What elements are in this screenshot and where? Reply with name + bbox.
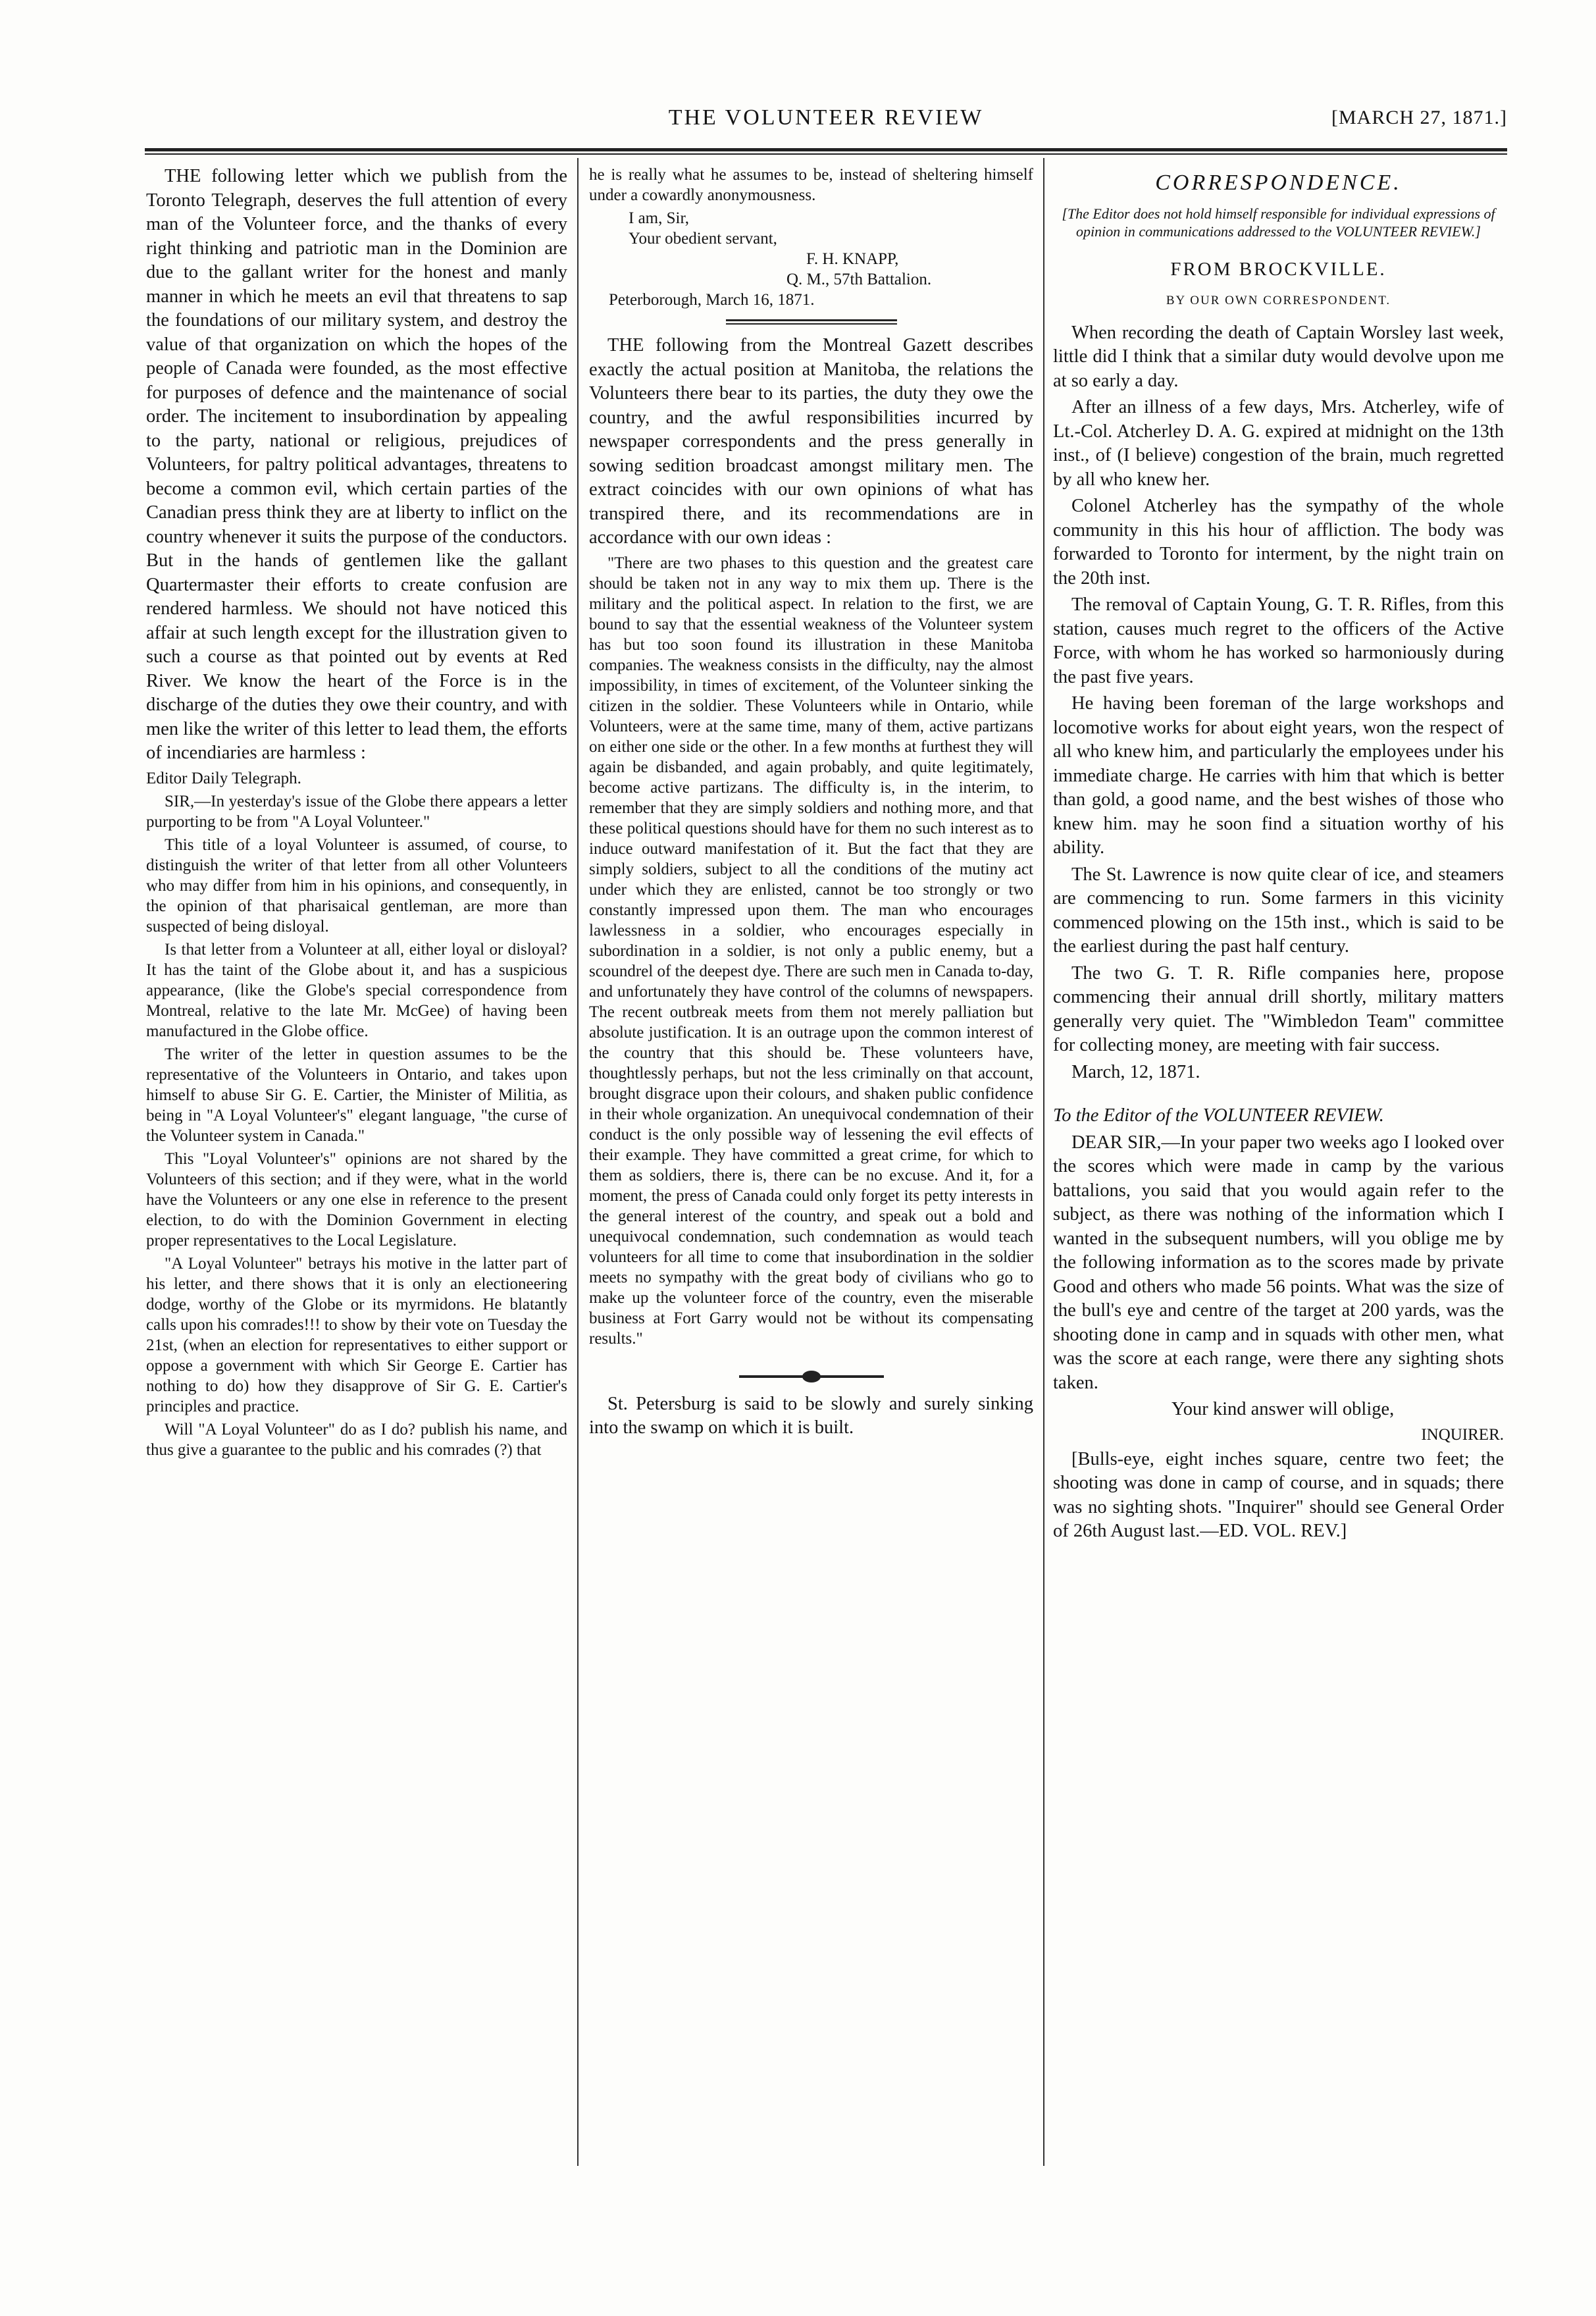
news-item: St. Petersburg is said to be slowly and surely sinking into the swamp on which it is built. [589, 1393, 1033, 1438]
letter-paragraph: This "Loyal Volunteer's" opinions are not shared by the Volunteers of this section; and if they were, what in the world have the Volunteers or any one else in reference to the present election, to do with the Dominion Government in electing proper representatives to the Local Legislature. [146, 1149, 567, 1250]
header-rule [145, 148, 1507, 155]
correspondence-date: March, 12, 1871. [1071, 1061, 1200, 1082]
signature-name: F. H. KNAPP, [806, 250, 899, 268]
column-divider [1043, 158, 1044, 2166]
letter-paragraph: DEAR SIR,—In your paper two weeks ago I looked over the scores which were made in camp by the various battalions, you said that you would again refer to the subject, as there was nothing of the information which I wanted in the subsequent numbers, will you oblige me by the following information as to the scores made by private Good and others who made 56 points. What was the size of the bull's eye and centre of the target at 200 yards, was the shooting done in camp and in squads with other men, what was the score at each range, were there any sighting shots taken. [1053, 1132, 1504, 1393]
letter-paragraph: SIR,—In yesterday's issue of the Globe there appears a letter purporting to be from "A Loyal Volunteer." [146, 792, 567, 831]
section-rule [726, 319, 897, 325]
page-header [145, 105, 1507, 145]
byline: BY OUR OWN CORRESPONDENT. [1166, 294, 1391, 307]
editor-disclaimer: [The Editor does not hold himself responsible for individual expressions of opinion in communications addressed to the VOLUNTEER REVIEW.] [1062, 205, 1495, 240]
editorial-paragraph: THE following letter which we publish from the Toronto Telegraph, deserves the full attention of every man of the Volunteer force, and the thanks of every right thinking and patriotic man in the Dominion are due to the gallant writer for the honest and manly manner in which he meets an evil that threatens to sap the foundations of our military system, and destroy the value of that organization on which the hopes of the people of Canada were founded, as the most effective for purposes of defence and the maintenance of social order. The incitement to insubordination by appealing to the party, national or religious, prejudices of Volunteers, for paltry political advantages, threatens to become a common evil, which certain parties of the Canadian press think they are at liberty to inflict on the country whenever it suits the purpose of the conductors. But in the hands of gentlemen like the gallant Quartermaster their efforts to create confusion are rendered harmless. We should not have noticed this affair at such length except for the illustration given to such a course as that pointed out by events at Red River. We know the heart of the Force is in the discharge of the duties they owe their country, and with men like the writer of this letter to lead them, the efforts of incendiaries are harmless : [146, 166, 567, 763]
correspondence-paragraph: The removal of Captain Young, G. T. R. Rifles, from this station, causes much regret to the officers of the Active Force, with whom he has worked so harmoniously during the past five years. [1053, 594, 1504, 687]
issue-date: [MARCH 27, 1871.] [1331, 107, 1507, 128]
column-one [146, 165, 567, 2166]
column-three [1053, 165, 1504, 2166]
letter-paragraph: "A Loyal Volunteer" betrays his motive in the latter part of his letter, and there shows that it is only an electioneering dodge, worthy of the Globe or its myrmidons. He blatantly calls upon his comrades!!! to show by their vote on Tuesday the 21st, (when an election for representatives to either support or oppose a government with which Sir George E. Cartier has nothing to do) how they disapprove of Sir G. E. Cartier's principles and practice. [146, 1254, 567, 1415]
dateline-title: FROM BROCKVILLE. [1170, 258, 1387, 280]
letter-paragraph: he is really what he assumes to be, instead of sheltering himself under a cowardly anonymousness. [589, 166, 1033, 204]
letter-signer: INQUIRER. [1421, 1425, 1504, 1444]
editor-reply: [Bulls-eye, eight inches square, centre two feet; the shooting was done in camp of course, and in squads; there was no sighting shots. "Inquirer" should see General Order of 26th August last.—ED. VOL. REV.] [1053, 1448, 1504, 1541]
letter-paragraph: The writer of the letter in question assumes to be the representative of the Volunteers in Ontario, and takes upon himself to abuse Sir G. E. Cartier, the Minister of Militia, as being in "A Loyal Volunteer's" elegant language, "the curse of the Volunteer system in Canada." [146, 1045, 567, 1145]
section-rule [739, 1375, 884, 1378]
signature-line: Your obedient servant, [629, 230, 777, 248]
letter-paragraph: Is that letter from a Volunteer at all, either loyal or disloyal? It has the taint of the Globe about it, and has a suspicious appearance, (like the Globe's special correspondence from Montreal, relative to the late Mr. McGee) of having been manufactured in the Globe office. [146, 940, 567, 1040]
letter-paragraph: This title of a loyal Volunteer is assumed, of course, to distinguish the writer of that letter from all other Volunteers who may differ from him in his opinions, and consequently, in the opinion of that pharisaical gentleman, are more than suspected of being disloyal. [146, 835, 567, 935]
column-divider [577, 158, 579, 2166]
column-two [589, 165, 1033, 2166]
letter-addressee: Editor Daily Telegraph. [146, 769, 301, 787]
editorial-paragraph: THE following from the Montreal Gazett describes exactly the actual position at Manitoba, the relations the Volunteers there bear to its parties, the duty they owe the country, and the awful responsibilities incurred by newspaper correspondents and the press generally in sowing sedition broadcast amongst military men. The extract coincides with our own opinions of what has transpired there, and its recommendations are in accordance with our own ideas : [589, 335, 1033, 548]
correspondence-paragraph: He having been foreman of the large workshops and locomotive works for about eight years, won the respect of all who knew him, and particularly the employees under his immediate charge. He carries with him that which is better than gold, a good name, and the best wishes of those who knew him. may he soon find a situation worthy of his ability. [1053, 693, 1504, 858]
letter-paragraph: Will "A Loyal Volunteer" do as I do? publish his name, and thus give a guarantee to the public and his comrades (?) that [146, 1420, 567, 1459]
section-title: CORRESPONDENCE. [1155, 171, 1402, 195]
running-title: THE VOLUNTEER REVIEW [668, 105, 984, 130]
letter-heading: To the Editor of the VOLUNTEER REVIEW. [1053, 1105, 1384, 1126]
signature-line: I am, Sir, [629, 209, 690, 227]
letter-closing: Your kind answer will oblige, [1171, 1399, 1395, 1419]
correspondence-paragraph: Colonel Atcherley has the sympathy of the whole community in this his hour of affliction. The body was forwarded to Toronto for interment, by the night train on the 20th inst. [1053, 496, 1504, 589]
correspondence-paragraph: After an illness of a few days, Mrs. Atcherley, wife of Lt.-Col. Atcherley D. A. G. expired at midnight on the 13th inst., of (I believe) congestion of the brain, much regretted by all who knew her. [1053, 397, 1504, 490]
correspondence-paragraph: The St. Lawrence is now quite clear of ice, and steamers are commencing to run. Some farmers in this vicinity commenced plowing on the 15th inst., which is said to be the earliest during the past half century. [1053, 864, 1504, 957]
quoted-extract: "There are two phases to this question and the greatest care should be taken not in any way to mix them up. There is the military and the political aspect. In relation to the first, we are bound to say that the essential weakness of the Volunteer system has but too soon found its illustration in these Manitoba companies. The weakness consists in the difficulty, nay the almost impossibility, in times of excitement, of the Volunteer sinking the citizen in the soldier. These Volunteers while in Ontario, while Volunteers, were at the same time, many of them, active partizans on either one side or the other. In a few months at furthest they will again be disbanded, and again probably, and quite legitimately, become active partizans. The difficulty is, in the interim, to remember that they are simply soldiers and nothing more, and that these political questions should have for them no such interest as to induce outward manifestation of it. But the fact that they are simply soldiers, subject to all the conditions of the mutiny act under which they are enlisted, cannot be too strongly or two constantly impressed upon them. The man who encourages lawlessness in a soldier, who encourages especially in subordination in a soldier, is not only a public enemy, but a scoundrel of the deepest dye. There are such men in Canada to-day, and unfortunately they have control of the columns of newspapers. The recent outbreak meets from them not merely palliation but absolute justification. It is an outrage upon the common interest of the country that this should be. These volunteers have, thoughtlessly perhaps, but not the less criminally on that account, brought disgrace upon their colours, and shaken public confidence in their whole organization. An unequivocal condemnation of their conduct is the only possible way of lessening the evil effects of their example. They have committed a great crime, for which to them as soldiers, there is, there can be no excuse. And it, for a moment, the press of Canada could only forget its petty interests in the general interest of the country, and speak out a bold and unequivocal condemnation, such condemnation as would teach volunteers for all time to come that insubordination in the soldier meets no sympathy with the great body of civilians who go to make up the volunteer force of the country, even the miserable business at Fort Garry would not be without its compensating results." [589, 554, 1033, 1348]
correspondence-paragraph: When recording the death of Captain Worsley last week, little did I think that a similar duty would devolve upon me at so early a day. [1053, 322, 1504, 391]
signature-place: Peterborough, March 16, 1871. [609, 291, 815, 309]
letter-signature [589, 208, 1033, 310]
signature-rank: Q. M., 57th Battalion. [786, 271, 932, 288]
correspondence-paragraph: The two G. T. R. Rifle companies here, propose commencing their annual drill shortly, military matters generally very quiet. The "Wimbledon Team" committee for collecting money, are meeting with fair success. [1053, 962, 1504, 1055]
